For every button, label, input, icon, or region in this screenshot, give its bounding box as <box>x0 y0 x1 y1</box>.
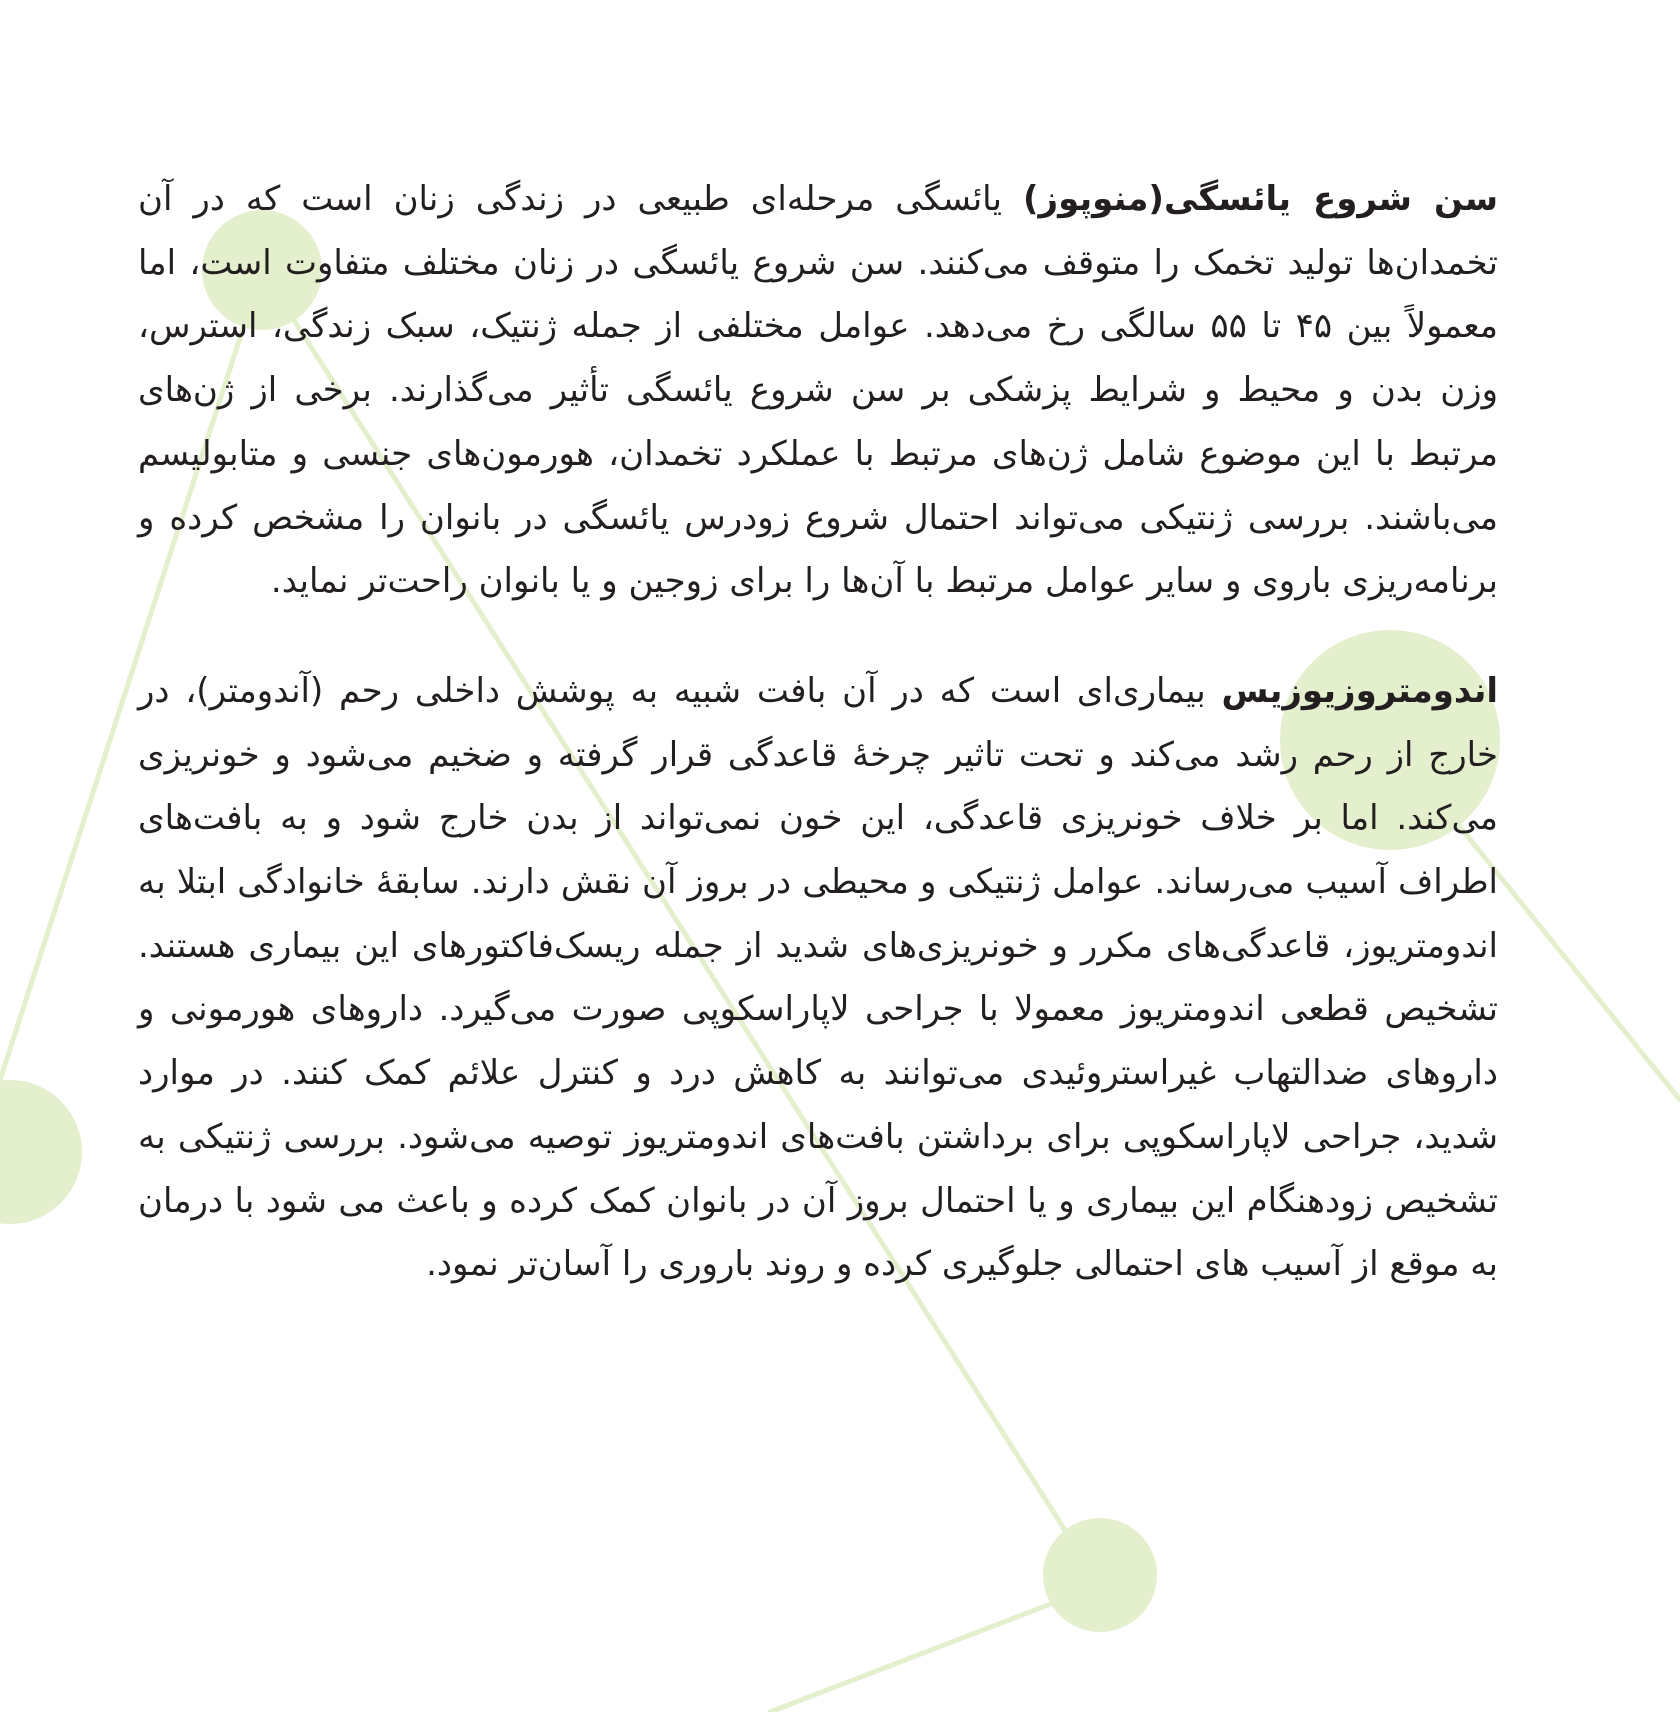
node-circle <box>1043 1518 1157 1632</box>
connector-line <box>770 1585 1100 1712</box>
endometriosis-paragraph <box>138 660 1498 1297</box>
endometriosis-heading: اندومتروزیوزیس <box>1221 670 1498 711</box>
endometriosis-text: بیماری‌ای است که در آن بافت شبیه به پوشش داخلی رحم (آندومتر)، در خارج از رحم رشد می‌کند و تحت تاثیر چرخهٔ قاعدگی قرار گرفته و ضخیم می‌شود و خونریزی می‌کند. اما بر خلاف خونریزی قاعدگی، این خون نمی‌تواند از بدن خارج شود و به بافت‌های اطراف آسیب می‌رساند. عوامل ژنتیکی و محیطی در بروز آن نقش دارند. سابقهٔ خانوادگی ابتلا به اندومتریوز، قاعدگی‌های مکرر و خونریزی‌های شدید از جمله ریسک‌فاکتورهای این بیماری هستند. تشخیص قطعی اندومتریوز معمولا با جراحی لاپاراسکوپی صورت می‌گیرد. داروهای هورمونی و داروهای ضدالتهاب غیراستروئیدی می‌توانند به کاهش درد و کنترل علائم کمک کنند. در موارد شدید، جراحی لاپاراسکوپی برای برداشتن بافت‌های اندومتریوز توصیه می‌شود. بررسی ژنتیکی به تشخیص زودهنگام این بیماری و یا احتمال بروز آن در بانوان کمک کرده و باعث می شود با درمان به موقع از آسیب های احتمالی جلوگیری کرده و روند باروری را آسان‌تر نمود. <box>138 670 1498 1285</box>
node-circle <box>0 1080 82 1224</box>
article-body <box>138 168 1498 1343</box>
menopause-heading: سن شروع یائسگی(منوپوز) <box>1022 179 1498 219</box>
menopause-paragraph <box>138 168 1498 614</box>
menopause-text: یائسگی مرحله‌ای طبیعی در زندگی زنان است که در آن تخمدان‌ها تولید تخمک را متوقف می‌کنند. سن شروع یائسگی در زنان مختلف متفاوت است، اما معمولاً بین ۴۵ تا ۵۵ سالگی رخ می‌دهد. عوامل مختلفی از جمله ژنتیک، سبک زندگی، استرس، وزن بدن و محیط و شرایط پزشکی بر سن شروع یائسگی تأثیر می‌گذارند. برخی از ژن‌های مرتبط با این موضوع شامل ژن‌های مرتبط با عملکرد تخمدان، هورمون‌های جنسی و متابولیسم می‌باشند. بررسی ژنتیکی می‌تواند احتمال شروع زودرس یائسگی در بانوان را مشخص کرده و برنامه‌ریزی باروی و سایر عوامل مرتبط با آن‌ها را برای زوجین و یا بانوان راحت‌تر نماید. <box>138 179 1498 602</box>
